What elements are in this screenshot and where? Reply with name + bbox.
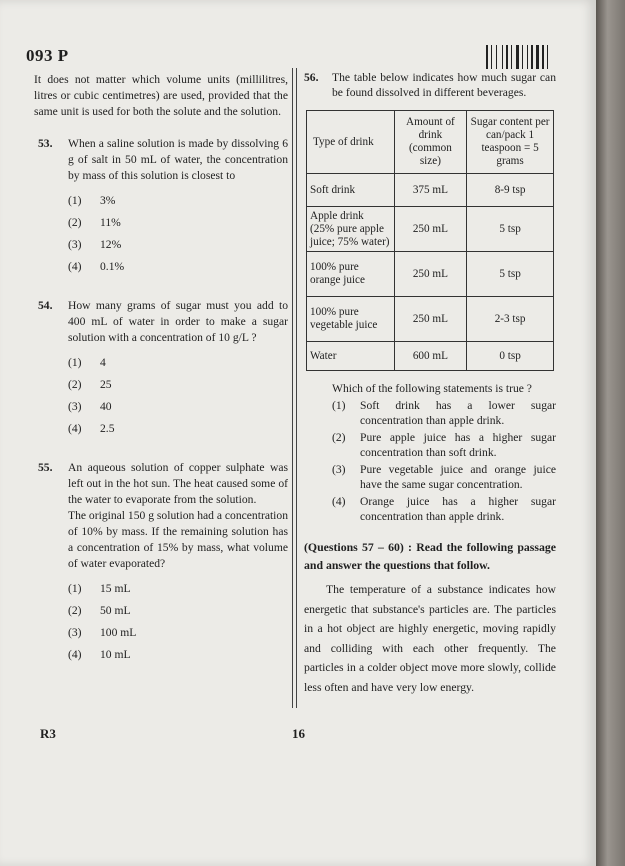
- option-4[interactable]: [332, 494, 556, 524]
- table-cell: 5 tsp: [467, 207, 554, 252]
- page-number: 16: [292, 726, 305, 741]
- table-cell: 250 mL: [394, 207, 467, 252]
- option-list: [68, 352, 288, 440]
- option-number: (1): [68, 194, 82, 207]
- left-column: [34, 72, 288, 666]
- table-cell: 100% pure orange juice: [307, 252, 395, 297]
- option-3[interactable]: [68, 234, 288, 256]
- option-number: (4): [332, 495, 346, 508]
- column-divider: [292, 68, 293, 708]
- option-value: 25: [100, 378, 112, 391]
- table-cell: 100% pure vegetable juice: [307, 297, 395, 342]
- passage-heading: (Questions 57 – 60) : Read the following passage and answer the questions that follow.: [304, 540, 556, 572]
- table-cell: Soft drink: [307, 174, 395, 207]
- option-value: 0.1%: [100, 260, 125, 273]
- option-list: [68, 190, 288, 278]
- option-1[interactable]: [68, 190, 288, 212]
- table-cell: 250 mL: [394, 297, 467, 342]
- option-1[interactable]: [68, 578, 288, 600]
- option-4[interactable]: [68, 256, 288, 278]
- question-number: 56.: [304, 71, 319, 84]
- question-54: [38, 298, 288, 440]
- option-value: 12%: [100, 238, 122, 251]
- option-value: Pure apple juice has a higher sugar concentration than soft drink.: [360, 431, 556, 459]
- option-4[interactable]: [68, 644, 288, 666]
- question-number: 54.: [38, 299, 53, 312]
- option-3[interactable]: [332, 462, 556, 492]
- option-3[interactable]: [68, 622, 288, 644]
- table-header-cell: Amount of drink (common size): [394, 111, 467, 174]
- question-number: 53.: [38, 137, 53, 150]
- footer-code: R3: [40, 726, 56, 741]
- intro-paragraph: It does not matter which volume units (millilitres, litres or cubic centimetres) are used, provided that the same unit is used for both the solute and the solution.: [34, 73, 288, 118]
- question-text: How many grams of sugar must you add to 400 mL of water in order to make a sugar solution with a concentration of 10 g/L ?: [68, 299, 288, 344]
- table-row: [307, 297, 554, 342]
- option-value: 15 mL: [100, 582, 131, 595]
- table-row: [307, 252, 554, 297]
- question-text: [68, 460, 288, 572]
- option-value: Pure vegetable juice and orange juice have the same sugar concentration.: [360, 463, 556, 491]
- option-number: (4): [68, 648, 82, 661]
- question-text-part-2: The original 150 g solution had a concentration of 10% by mass. If the remaining solution has a concentration of 15% by mass, what volume of water evaporated?: [68, 509, 288, 570]
- option-value: 10 mL: [100, 648, 131, 661]
- table-header-cell: Sugar content per can/pack 1 teaspoon = 5 grams: [467, 111, 554, 174]
- option-1[interactable]: [68, 352, 288, 374]
- table-cell: 600 mL: [394, 342, 467, 371]
- table-row: [307, 207, 554, 252]
- table-header-row: [307, 111, 554, 174]
- table-cell: 2-3 tsp: [467, 297, 554, 342]
- option-value: 100 mL: [100, 626, 137, 639]
- option-value: 4: [100, 356, 106, 369]
- option-value: 11%: [100, 216, 121, 229]
- option-number: (1): [68, 356, 82, 369]
- passage-text: The temperature of a substance indicates how energetic that substance's particles are. The particles in a hot object are highly energetic, moving rapidly and colliding with each other frequently. The particles in a colder object move more slowly, collide less often and have very low energy.: [304, 583, 556, 694]
- option-value: Orange juice has a higher sugar concentration than apple drink.: [360, 495, 556, 523]
- option-1[interactable]: [332, 398, 556, 428]
- option-2[interactable]: [68, 600, 288, 622]
- option-number: (2): [68, 216, 82, 229]
- question-text-part-1: An aqueous solution of copper sulphate was left out in the hot sun. The heat caused some of the water to evaporate from the solution.: [68, 461, 288, 506]
- page-edge: [596, 0, 625, 866]
- option-number: (4): [68, 422, 82, 435]
- option-2[interactable]: [332, 430, 556, 460]
- option-2[interactable]: [68, 374, 288, 396]
- option-number: (2): [332, 431, 346, 444]
- option-value: 3%: [100, 194, 116, 207]
- question-56: [304, 70, 556, 524]
- table-cell: Apple drink (25% pure apple juice; 75% water): [307, 207, 395, 252]
- table-header-cell: Type of drink: [307, 111, 395, 174]
- option-value: Soft drink has a lower sugar concentration than apple drink.: [360, 399, 556, 427]
- option-3[interactable]: [68, 396, 288, 418]
- option-number: (1): [68, 582, 82, 595]
- option-4[interactable]: [68, 418, 288, 440]
- table-cell: 250 mL: [394, 252, 467, 297]
- option-2[interactable]: [68, 212, 288, 234]
- table-row: [307, 174, 554, 207]
- question-text: When a saline solution is made by dissolving 6 g of salt in 50 mL of water, the concentration by mass of this solution is closest to: [68, 137, 288, 182]
- option-number: (3): [68, 238, 82, 251]
- question-53: [38, 136, 288, 278]
- option-value: 2.5: [100, 422, 115, 435]
- table-cell: 375 mL: [394, 174, 467, 207]
- question-55: [38, 460, 288, 666]
- option-number: (3): [68, 626, 82, 639]
- paper-code: 093 P: [26, 46, 69, 65]
- option-number: (2): [68, 378, 82, 391]
- question-number: 55.: [38, 461, 53, 474]
- right-column: [304, 70, 556, 697]
- option-value: 50 mL: [100, 604, 131, 617]
- question-text: The table below indicates how much sugar can be found dissolved in different beverages.: [332, 71, 556, 99]
- option-list: [332, 398, 556, 524]
- table-cell: 8-9 tsp: [467, 174, 554, 207]
- table-row: [307, 342, 554, 371]
- table-cell: 5 tsp: [467, 252, 554, 297]
- option-value: 40: [100, 400, 112, 413]
- question-prompt: Which of the following statements is true ?: [332, 382, 532, 395]
- option-list: [68, 578, 288, 666]
- option-number: (2): [68, 604, 82, 617]
- option-number: (3): [68, 400, 82, 413]
- option-number: (1): [332, 399, 346, 412]
- table-cell: 0 tsp: [467, 342, 554, 371]
- beverage-table: [306, 110, 554, 371]
- barcode-icon: [486, 45, 552, 69]
- option-number: (4): [68, 260, 82, 273]
- column-divider: [296, 68, 297, 708]
- option-number: (3): [332, 463, 346, 476]
- table-cell: Water: [307, 342, 395, 371]
